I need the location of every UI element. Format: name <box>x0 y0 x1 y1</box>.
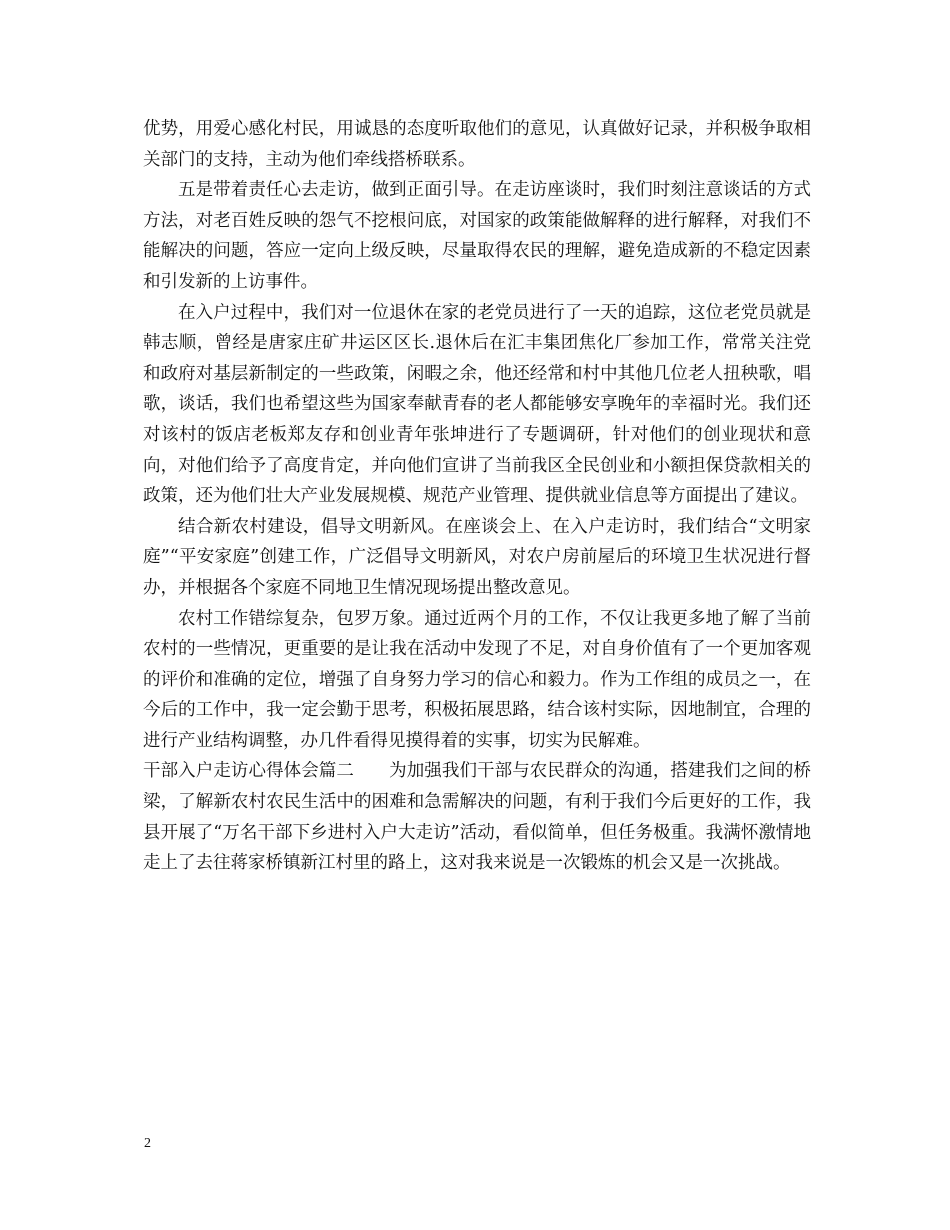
document-body <box>143 114 811 879</box>
paragraph-section-heading: 干部入户走访心得体会篇二 为加强我们干部与农民群众的沟通，搭建我们之间的桥梁，了解新农村农民生活中的困难和急需解决的问题，有利于我们今后更好的工作，我县开展了“万名干部下乡进村入户大走访”活动，看似简单，但任务极重。我满怀激情地走上了去往蒋家桥镇新江村里的路上，这对我来说是一次锻炼的机会又是一次挑战。 <box>143 761 811 874</box>
paragraph: 五是带着责任心去走访，做到正面引导。在走访座谈时，我们时刻注意谈话的方式方法，对老百姓反映的怨气不挖根问底，对国家的政策能做解释的进行解释，对我们不能解决的问题，答应一定向上级反映，尽量取得农民的理解，避免造成新的不稳定因素和引发新的上访事件。 <box>143 180 811 292</box>
paragraph: 在入户过程中，我们对一位退休在家的老党员进行了一天的追踪，这位老党员就是韩志顺，曾经是唐家庄矿井运区区长.退休后在汇丰集团焦化厂参加工作，常常关注党和政府对基层新制定的一些政策，闲暇之余，他还经常和村中其他几位老人扭秧歌，唱歌，谈话，我们也希望这些为国家奉献青春的老人都能够安享晚年的幸福时光。我们还对该村的饭店老板郑友存和创业青年张坤进行了专题调研，针对他们的创业现状和意向，对他们给予了高度肯定，并向他们宣讲了当前我区全民创业和小额担保贷款相关的政策，还为他们壮大产业发展规模、规范产业管理、提供就业信息等方面提出了建议。 <box>143 302 811 507</box>
paragraph: 结合新农村建设，倡导文明新风。在座谈会上、在入户走访时，我们结合“文明家庭”“平安家庭”创建工作，广泛倡导文明新风，对农户房前屋后的环境卫生状况进行督办，并根据各个家庭不同地卫生情况现场提出整改意见。 <box>143 516 811 598</box>
paragraph: 农村工作错综复杂，包罗万象。通过近两个月的工作，不仅让我更多地了解了当前农村的一些情况，更重要的是让我在活动中发现了不足，对自身价值有了一个更加客观的评价和准确的定位，增强了自身努力学习的信心和毅力。作为工作组的成员之一，在今后的工作中，我一定会勤于思考，积极拓展思路，结合该村实际，因地制宜，合理的进行产业结构调整，办几件看得见摸得着的实事，切实为民解难。 <box>143 608 811 751</box>
page-number: 2 <box>144 1136 151 1151</box>
paragraph: 优势，用爱心感化村民，用诚恳的态度听取他们的意见，认真做好记录，并积极争取相关部门的支持，主动为他们牵线搭桥联系。 <box>143 119 811 170</box>
